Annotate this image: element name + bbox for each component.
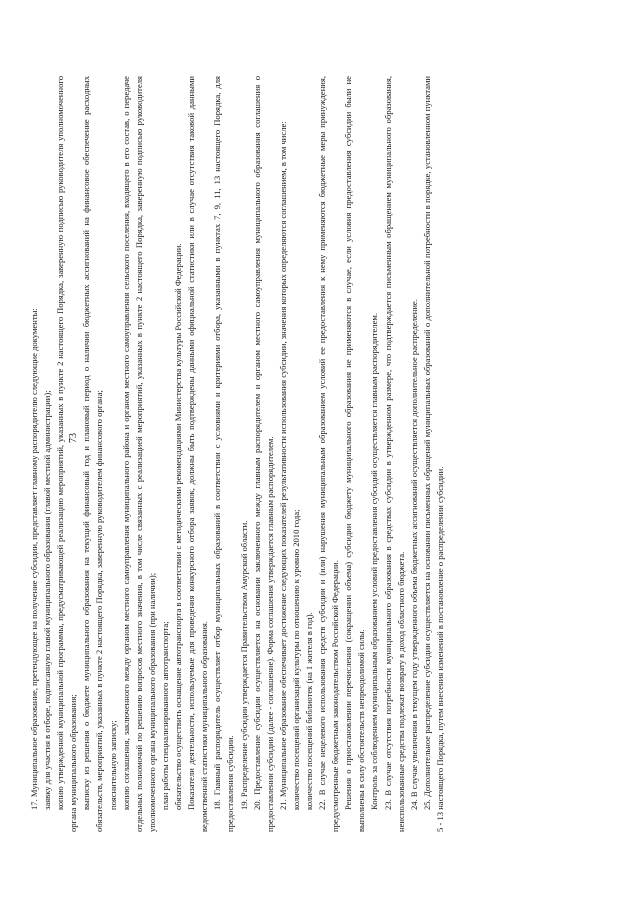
paragraph: копию соглашения, заключенного между органом местного самоуправления муниципального района и органом местного самоуправления сельского поселения, входящего в его состав, о передаче отдельных полномочий по решению вопросов местного значения, в том числе связанных с реализацией мероприятий, указанных в пункте 2 настоящего Порядка, заверенную подписью руководителя уполномоченного органа муниципального образования (при наличии); xyxy=(120,76,157,832)
paragraph: пояснительную записку; xyxy=(107,720,118,810)
paragraph: 17. Муниципальное образование, претендующее на получение субсидии, представляет главному распорядителю следующие документы: xyxy=(29,308,39,810)
paragraph: копию утвержденной муниципальной программы, предусматривающей реализацию мероприятий, указанных в пункте 2 настоящего Порядка, заверенную подписью руководителя уполномоченного органа муниципального образования; xyxy=(55,76,79,832)
document-body xyxy=(28,76,447,832)
paragraph: план работы специализированного автотранспорта; xyxy=(159,621,170,810)
paragraph: выписку из решения о бюджете муниципального образования на текущий финансовый год и плановый период о наличии бюджетных ассигнований на финансовое обеспечение расходных обязательств, мероприятий, указанных в пункте 2 настоящего Порядка, заверенную руководителем финансового органа; xyxy=(81,76,105,832)
paragraph: Контроль за соблюдением муниципальным образованием условий предоставления субсидий осуществляется главным распорядителем. xyxy=(369,313,380,810)
paragraph: 23. В случае отсутствия потребности муниципального образования в средствах субсидии в утвержденном размере, что подтверждается письменным обращением муниципального образования, неиспользованные средства подлежат возврату в доход областного бюджета. xyxy=(382,76,406,832)
paragraph: 19. Распределение субсидии утверждается Правительством Амурской области. xyxy=(238,520,249,810)
paragraph: количество посещений организаций культуры по отношению к уровню 2010 года; xyxy=(290,509,301,810)
paragraph: количество посещений библиотек (на 1 жителя в год). xyxy=(303,612,314,810)
paragraph: 25. Дополнительное распределение субсидии осуществляется на основании письменных обращений муниципальных образований о дополнительной потребности в порядке, установленном пунктами 5 - 13 настоящего Порядка, путем внесения изменений в постановление о распределении субсидии. xyxy=(421,76,445,832)
paragraph: Показатели деятельности, используемые для проведения конкурсного отбора заявок, должны быть подтверждены данными официальной статистики или в случае отсутствия таковой данными ведомственной статистики муниципального образования. xyxy=(186,76,210,832)
paragraph: 22. В случае нецелевого использования средств субсидии и (или) нарушения муниципальным образованием условий ее предоставления к нему применяются бюджетные меры принуждения, предусмотренные бюджетным законодательством Российской Федерации. xyxy=(317,76,341,832)
paragraph: Решения о приостановлении перечисления (сокращении объема) субсидии бюджету муниципального образования не применяются в случае, если условия предоставления субсидии были не выполнены в силу обстоятельств непреодолимой силы. xyxy=(343,76,367,832)
paragraph: обязательство осуществить оснащение автотранспорта в соответствии с методическими рекомендациями Министерства культуры Российской Федерации. xyxy=(173,243,184,810)
page-number: 73 xyxy=(68,433,79,443)
paragraph: 18. Главный распорядитель осуществляет отбор муниципальных образований в соответствии с условиями и критериями отбора, указанными в пунктах 7, 9, 11, 13 настоящего Порядка, для предоставления субсидии. xyxy=(212,76,236,832)
paragraph: 24. В случае увеличения в текущем году утвержденного объема бюджетных ассигнований осуществляется дополнительное распределение. xyxy=(408,299,419,810)
paragraph: заявку для участия в отборе, подписанную главой муниципального образования (главой местной администрации); xyxy=(42,390,53,810)
paragraph: 20. Предоставление субсидии осуществляется на основании заключенного между главным распорядителем и органом местного самоуправления муниципального образования соглашения о предоставлении субсидии (далее - соглашение). Форма соглашения утверждается главным распорядителем. xyxy=(251,76,275,832)
paragraph: 21. Муниципальное образование обеспечивает достижение следующих показателей результативности использования субсидии, значения которых определяются соглашением, в том числе: xyxy=(277,121,288,810)
